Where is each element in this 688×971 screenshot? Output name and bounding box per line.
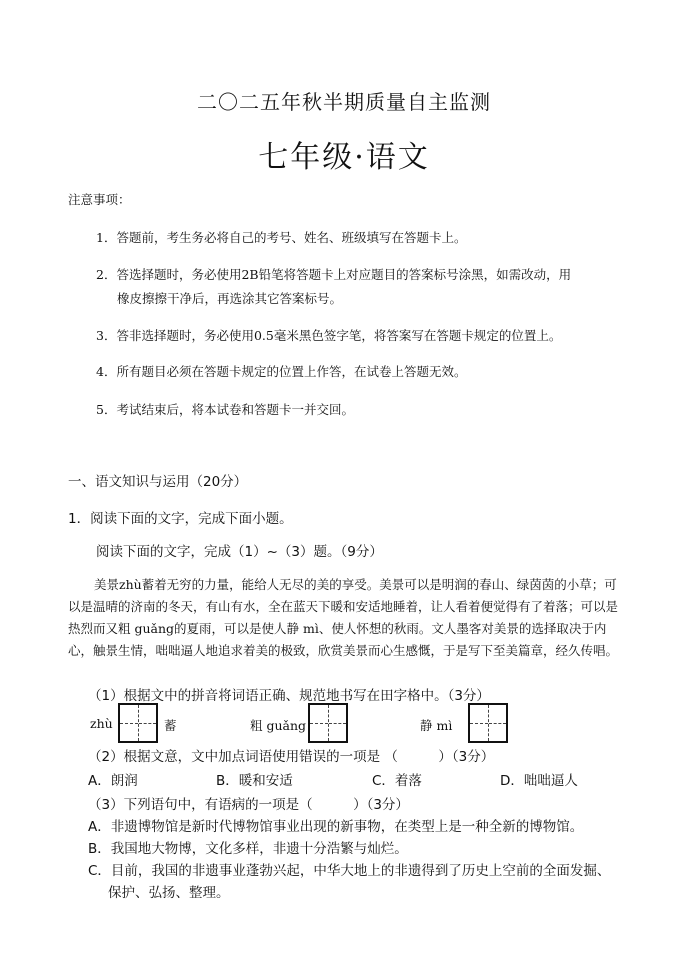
tianzige-box-2[interactable] bbox=[308, 703, 348, 743]
q1-3-option-b: B．我国地大物博，文化多样，非遗十分浩繁与灿烂。 bbox=[88, 841, 408, 857]
subject-title: 七年级·语文 bbox=[258, 140, 430, 175]
tianzige-box-1[interactable] bbox=[118, 703, 158, 743]
q1-3-stem: （3）下列语句中，有语病的一项是（ ）（3分） bbox=[88, 797, 409, 813]
notice-item-2: 2．答选择题时，务必使用2B铅笔将答题卡上对应题目的答案标号涂黑，如需改动，用 bbox=[96, 267, 572, 282]
q1-3-option-a: A．非遗博物馆是新时代博物馆事业出现的新事物，在类型上是一种全新的博物馆。 bbox=[88, 819, 584, 835]
question-1-sub: 阅读下面的文字，完成（1）~（3）题。（9分） bbox=[96, 544, 383, 560]
notice-item-4: 4．所有题目必须在答题卡规定的位置上作答，在试卷上答题无效。 bbox=[96, 364, 467, 379]
notice-item-1: 1．答题前，考生务必将自己的考号、姓名、班级填写在答题卡上。 bbox=[96, 230, 467, 245]
word-3-prefix: 静 mì bbox=[420, 718, 453, 733]
notice-item-2-cont: 橡皮擦擦干净后，再选涂其它答案标号。 bbox=[117, 291, 343, 306]
notice-item-3: 3．答非选择题时，务必使用0.5毫米黑色签字笔，将答案写在答题卡规定的位置上。 bbox=[96, 328, 562, 343]
word-2-prefix: 粗 guǎng bbox=[250, 718, 307, 733]
q1-2-stem: （2）根据文意，文中加点词语使用错误的一项是 （ ）（3分） bbox=[88, 749, 495, 765]
pinyin-zhu: zhù bbox=[90, 716, 113, 731]
notice-heading: 注意事项： bbox=[68, 192, 131, 207]
q1-2-option-b: B．暖和安适 bbox=[216, 773, 293, 789]
q1-2-option-d: D．咄咄逼人 bbox=[500, 773, 578, 789]
q1-3-option-c-cont: 保护、弘扬、整理。 bbox=[108, 885, 230, 901]
reading-passage: 美景zhù蓄着无穷的力量，能给人无尽的美的享受。美景可以是明润的春山、绿茵茵的小草；可以是温晴的济南的冬天，有山有水，全在蓝天下暖和安适地睡着，让人看着便觉得有了着落；可以是热烈而又粗 guǎng的夏雨，可以是使人静 mì、使人怀想的秋雨。文人墨客对美景的选择取决于内心，触景生情，咄咄逼人地追求着美的极致，欣赏美景而心生感慨，于是写下至美篇章，经久传唱。 bbox=[68, 577, 619, 658]
question-1: 1．阅读下面的文字，完成下面小题。 bbox=[68, 511, 293, 527]
section-heading: 一、语文知识与运用（20分） bbox=[68, 474, 248, 490]
q1-2-option-a: A．朗润 bbox=[88, 773, 138, 789]
tianzige-box-3[interactable] bbox=[468, 703, 508, 743]
q1-3-option-c: C．目前，我国的非遗事业蓬勃兴起，中华大地上的非遗得到了历史上空前的全面发掘、 bbox=[88, 863, 611, 879]
q1-2-option-c: C．着落 bbox=[372, 773, 422, 789]
word-1-suffix: 蓄 bbox=[164, 718, 177, 733]
exam-title: 二〇二五年秋半期质量自主监测 bbox=[197, 90, 491, 114]
q1-1-stem: （1）根据文中的拼音将词语正确、规范地书写在田字格中。（3分） bbox=[88, 688, 490, 704]
notice-item-5: 5．考试结束后，将本试卷和答题卡一并交回。 bbox=[96, 402, 354, 417]
